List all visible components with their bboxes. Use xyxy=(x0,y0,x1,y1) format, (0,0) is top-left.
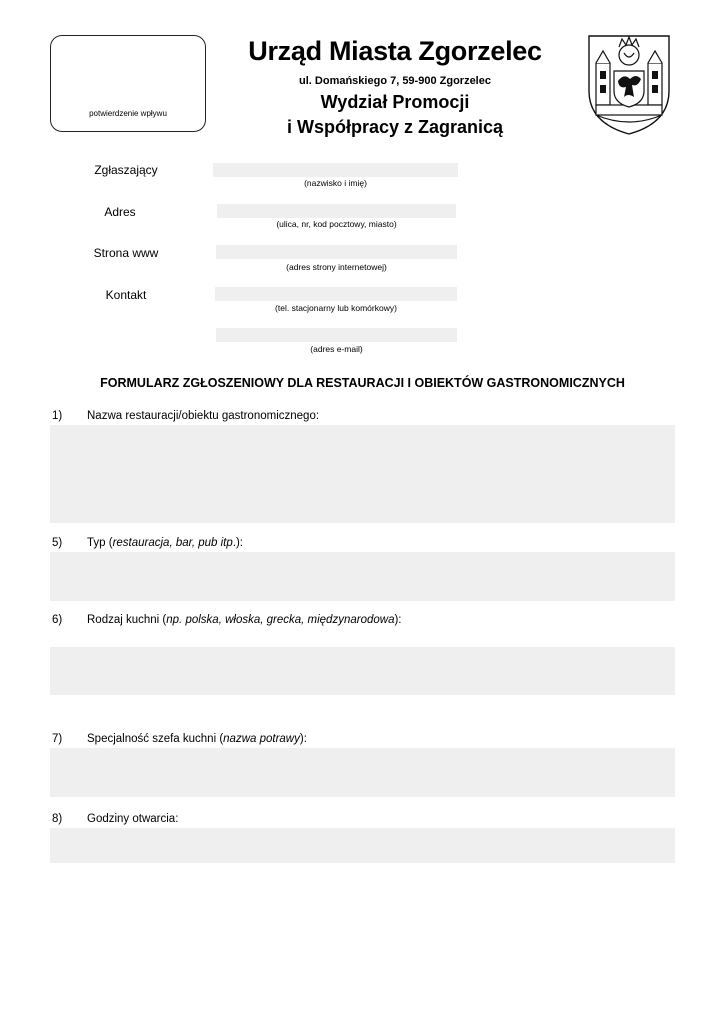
email-hint: (adres e-mail) xyxy=(310,344,363,354)
question-text: Specjalność szefa kuchni (nazwa potrawy): xyxy=(87,733,307,745)
opening-hours-field[interactable] xyxy=(50,828,675,863)
applicant-name-label: Zgłaszający xyxy=(94,163,158,177)
phone-field[interactable] xyxy=(215,287,457,301)
website-hint: (adres strony internetowej) xyxy=(286,262,387,272)
contact-label: Kontakt xyxy=(105,288,147,302)
question-number: 6) xyxy=(52,614,63,626)
question-number: 8) xyxy=(52,813,63,825)
applicant-name-hint: (nazwisko i imię) xyxy=(304,178,367,188)
question-number: 7) xyxy=(52,733,63,745)
chef-specialty-field[interactable] xyxy=(50,748,675,797)
phone-hint: (tel. stacjonarny lub komórkowy) xyxy=(275,303,397,313)
venue-type-field[interactable] xyxy=(50,552,675,601)
question-text: Nazwa restauracji/obiektu gastronomicznego: xyxy=(87,410,320,422)
department-line-2: i Współpracy z Zagranicą xyxy=(286,117,504,137)
restaurant-name-field[interactable] xyxy=(50,425,675,523)
website-label: Strona www xyxy=(93,246,159,260)
form-title: FORMULARZ ZGŁOSZENIOWY DLA RESTAURACJI I OBIEKTÓW GASTRONOMICZNYCH xyxy=(100,376,625,390)
address-hint: (ulica, nr, kod pocztowy, miasto) xyxy=(276,219,397,229)
email-field[interactable] xyxy=(216,328,457,342)
address-label: Adres xyxy=(104,205,136,219)
address-field[interactable] xyxy=(217,204,456,218)
question-number: 5) xyxy=(52,537,63,549)
receipt-stamp-box xyxy=(50,35,206,132)
cuisine-type-field[interactable] xyxy=(50,647,675,695)
office-address: ul. Domańskiego 7, 59-900 Zgorzelec xyxy=(299,75,491,87)
question-number: 1) xyxy=(52,410,63,422)
applicant-name-field[interactable] xyxy=(213,163,458,177)
coat-of-arms-icon xyxy=(586,33,672,137)
question-text: Typ (restauracja, bar, pub itp.): xyxy=(87,537,243,549)
department-line-1: Wydział Promocji xyxy=(320,92,470,112)
office-title: Urząd Miasta Zgorzelec xyxy=(248,36,542,66)
website-field[interactable] xyxy=(216,245,457,259)
question-text: Rodzaj kuchni (np. polska, włoska, grecka, międzynarodowa): xyxy=(87,614,402,626)
question-text: Godziny otwarcia: xyxy=(87,813,179,825)
receipt-stamp-label: potwierdzenie wpływu xyxy=(89,109,167,118)
